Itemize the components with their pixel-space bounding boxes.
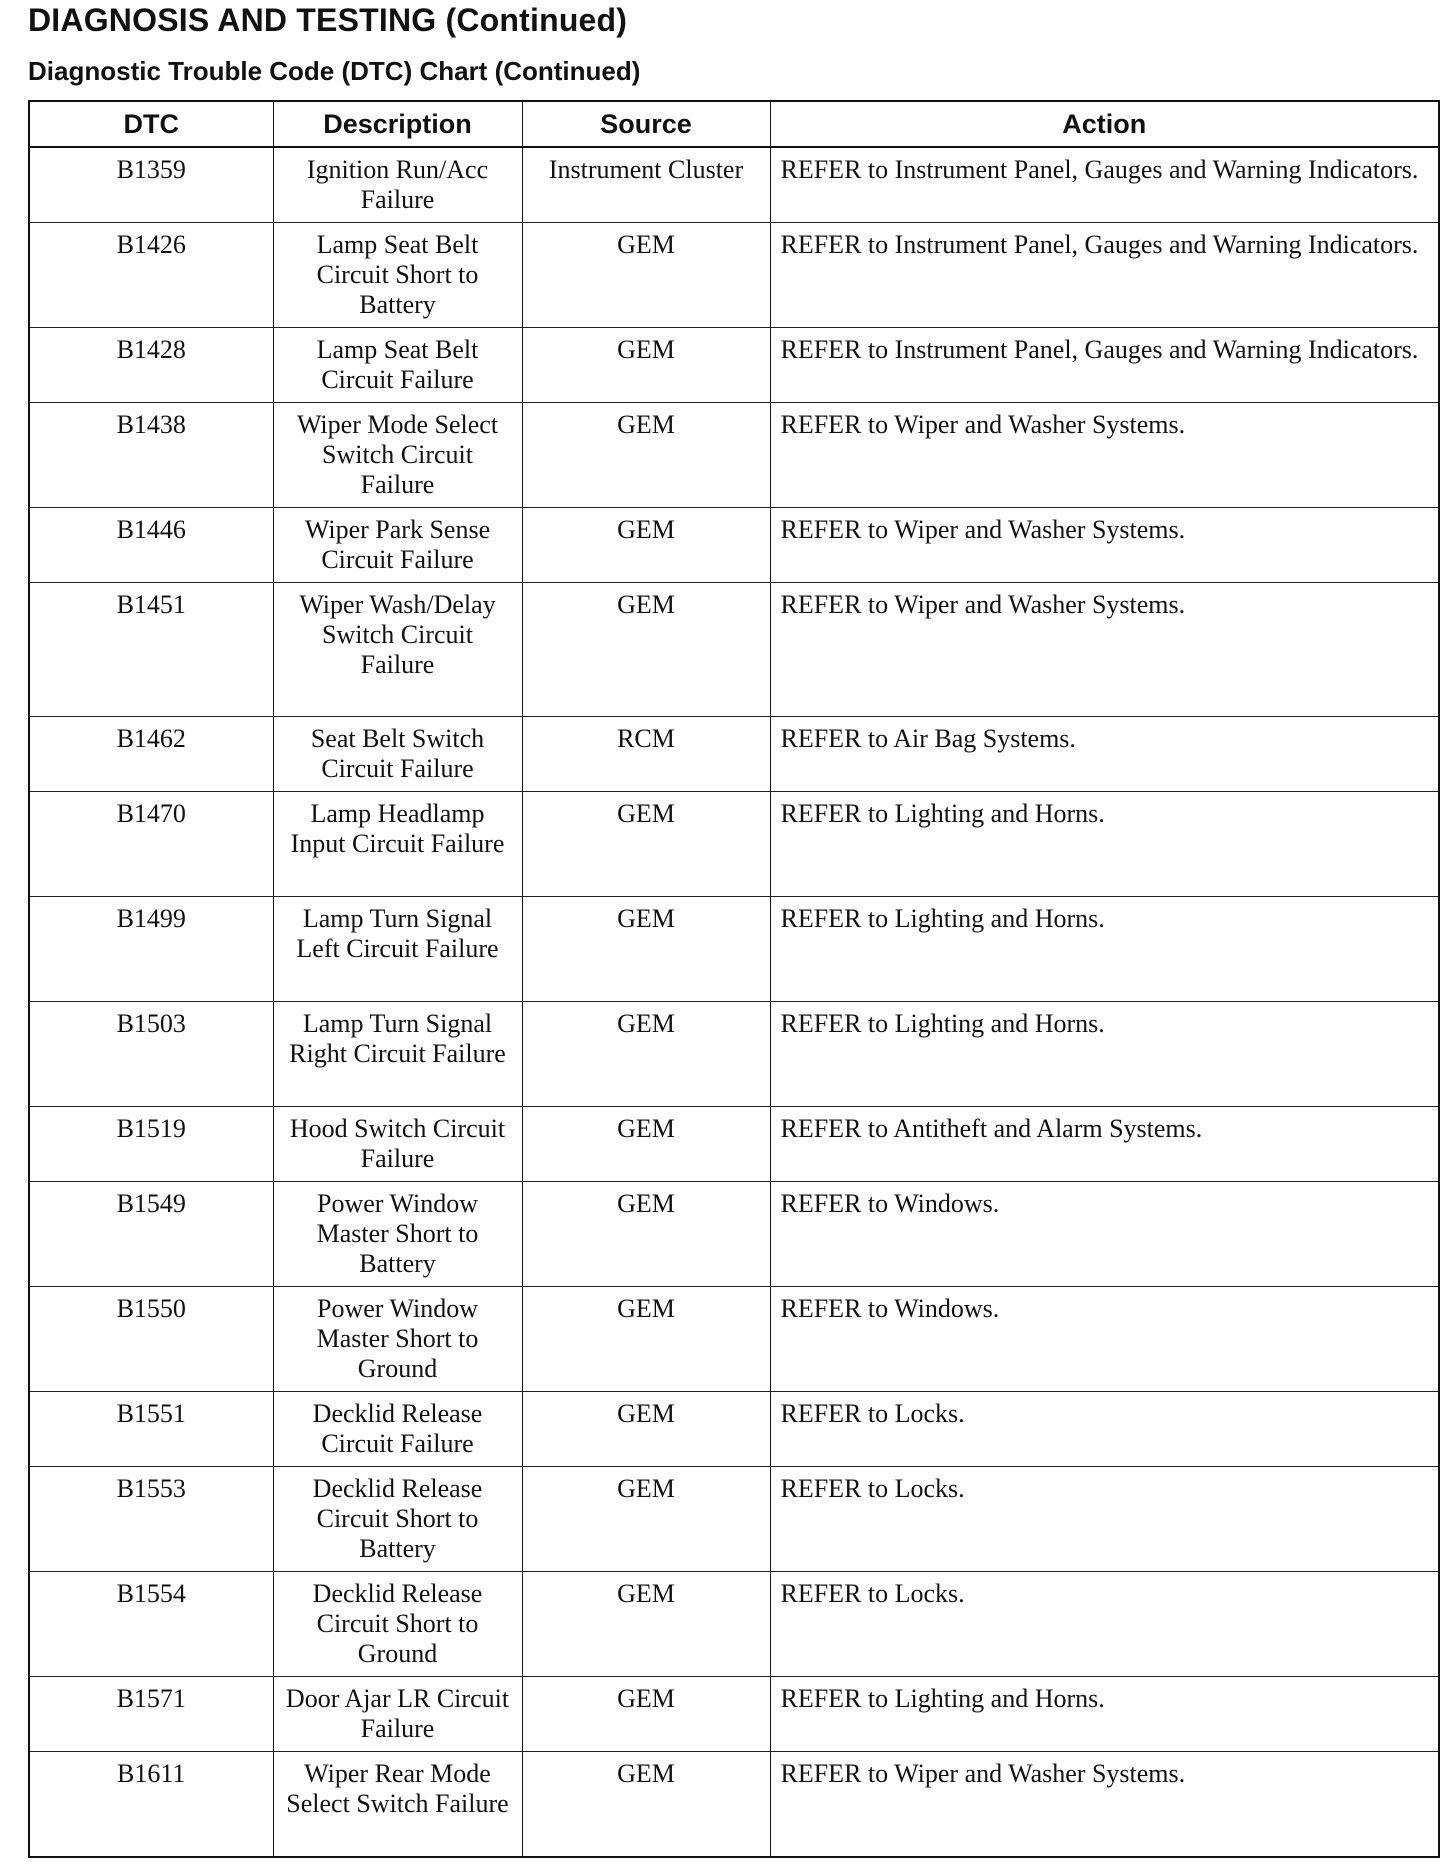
action-cell: REFER to Lighting and Horns. [770,1677,1439,1752]
action-cell: REFER to Windows. [770,1287,1439,1392]
description-cell: Seat Belt Switch Circuit Failure [273,717,522,792]
column-header-source: Source [522,101,770,147]
action-cell: REFER to Wiper and Washer Systems. [770,508,1439,583]
column-header-dtc: DTC [29,101,273,147]
source-cell: GEM [522,792,770,897]
description-cell: Lamp Seat Belt Circuit Failure [273,328,522,403]
dtc-code-cell: B1446 [29,508,273,583]
source-cell: GEM [522,328,770,403]
action-cell: REFER to Locks. [770,1392,1439,1467]
column-header-description: Description [273,101,522,147]
source-cell: Instrument Cluster [522,147,770,223]
dtc-code-cell: B1571 [29,1677,273,1752]
action-cell: REFER to Air Bag Systems. [770,717,1439,792]
source-cell: GEM [522,1182,770,1287]
source-cell: GEM [522,1467,770,1572]
table-row [29,1392,1439,1467]
source-cell: GEM [522,583,770,717]
table-row [29,1572,1439,1677]
dtc-code-cell: B1503 [29,1002,273,1107]
page-subtitle: Diagnostic Trouble Code (DTC) Chart (Continued) [28,56,641,86]
dtc-code-cell: B1551 [29,1392,273,1467]
source-cell: GEM [522,1002,770,1107]
action-cell: REFER to Instrument Panel, Gauges and Warning Indicators. [770,328,1439,403]
description-cell: Power Window Master Short to Ground [273,1287,522,1392]
action-cell: REFER to Wiper and Washer Systems. [770,583,1439,717]
description-cell: Decklid Release Circuit Short to Ground [273,1572,522,1677]
action-cell: REFER to Instrument Panel, Gauges and Warning Indicators. [770,223,1439,328]
description-cell: Door Ajar LR Circuit Failure [273,1677,522,1752]
source-cell: GEM [522,1107,770,1182]
source-cell: GEM [522,223,770,328]
table-row [29,1677,1439,1752]
dtc-code-cell: B1462 [29,717,273,792]
source-cell: GEM [522,897,770,1002]
action-cell: REFER to Lighting and Horns. [770,897,1439,1002]
source-cell: GEM [522,403,770,508]
dtc-code-cell: B1611 [29,1752,273,1858]
source-cell: GEM [522,1677,770,1752]
description-cell: Wiper Mode Select Switch Circuit Failure [273,403,522,508]
action-cell: REFER to Wiper and Washer Systems. [770,403,1439,508]
dtc-code-cell: B1550 [29,1287,273,1392]
dtc-code-cell: B1438 [29,403,273,508]
source-cell: GEM [522,1752,770,1858]
dtc-code-cell: B1426 [29,223,273,328]
page-title: DIAGNOSIS AND TESTING (Continued) [28,2,628,38]
action-cell: REFER to Locks. [770,1572,1439,1677]
description-cell: Wiper Wash/Delay Switch Circuit Failure [273,583,522,717]
dtc-code-cell: B1549 [29,1182,273,1287]
table-row [29,1287,1439,1392]
table-row [29,1002,1439,1107]
source-cell: GEM [522,508,770,583]
description-cell: Wiper Rear Mode Select Switch Failure [273,1752,522,1858]
table-row [29,147,1439,223]
action-cell: REFER to Windows. [770,1182,1439,1287]
table-row [29,717,1439,792]
dtc-code-cell: B1499 [29,897,273,1002]
source-cell: GEM [522,1392,770,1467]
table-row [29,1182,1439,1287]
dtc-code-cell: B1359 [29,147,273,223]
table-row [29,1752,1439,1858]
dtc-code-cell: B1553 [29,1467,273,1572]
source-cell: GEM [522,1287,770,1392]
description-cell: Lamp Turn Signal Left Circuit Failure [273,897,522,1002]
source-cell: RCM [522,717,770,792]
table-row [29,223,1439,328]
description-cell: Power Window Master Short to Battery [273,1182,522,1287]
dtc-code-cell: B1519 [29,1107,273,1182]
table-row [29,508,1439,583]
table-row [29,328,1439,403]
table-row [29,583,1439,717]
description-cell: Lamp Seat Belt Circuit Short to Battery [273,223,522,328]
action-cell: REFER to Lighting and Horns. [770,1002,1439,1107]
description-cell: Lamp Headlamp Input Circuit Failure [273,792,522,897]
action-cell: REFER to Wiper and Washer Systems. [770,1752,1439,1858]
description-cell: Lamp Turn Signal Right Circuit Failure [273,1002,522,1107]
dtc-code-cell: B1428 [29,328,273,403]
description-cell: Hood Switch Circuit Failure [273,1107,522,1182]
dtc-code-cell: B1451 [29,583,273,717]
dtc-code-cell: B1554 [29,1572,273,1677]
source-cell: GEM [522,1572,770,1677]
column-header-action: Action [770,101,1439,147]
table-row [29,403,1439,508]
table-row [29,1467,1439,1572]
description-cell: Wiper Park Sense Circuit Failure [273,508,522,583]
table-row [29,897,1439,1002]
action-cell: REFER to Antitheft and Alarm Systems. [770,1107,1439,1182]
dtc-code-cell: B1470 [29,792,273,897]
table-row [29,792,1439,897]
action-cell: REFER to Lighting and Horns. [770,792,1439,897]
action-cell: REFER to Instrument Panel, Gauges and Warning Indicators. [770,147,1439,223]
table-header-row [29,101,1439,147]
table-row [29,1107,1439,1182]
dtc-chart-table [28,100,1440,1858]
action-cell: REFER to Locks. [770,1467,1439,1572]
description-cell: Decklid Release Circuit Failure [273,1392,522,1467]
description-cell: Decklid Release Circuit Short to Battery [273,1467,522,1572]
description-cell: Ignition Run/Acc Failure [273,147,522,223]
